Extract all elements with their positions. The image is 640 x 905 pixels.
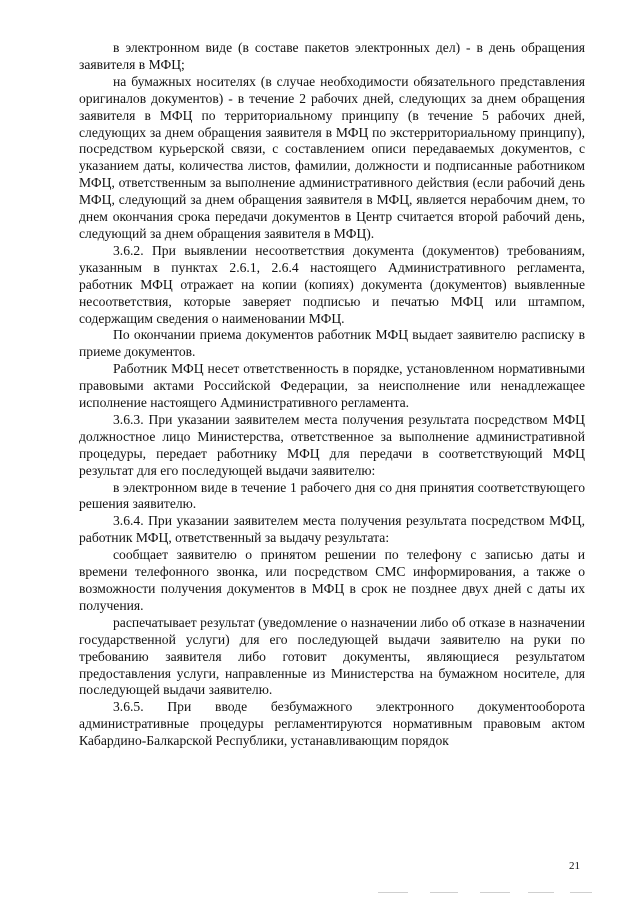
scan-artifact-line xyxy=(570,892,592,893)
paragraph: По окончании приема документов работник МФЦ выдает заявителю расписку в приеме документов. xyxy=(79,327,585,360)
paragraph: распечатывает результат (уведомление о назначении либо об отказе в назначении государственной услуги) для его последующей выдачи заявителю на руки по требованию заявителя либо готовит документы, являющиеся результатом предоставления услуги, направленные из Министерства на бумажном носителе, для последующей выдачи заявителю. xyxy=(79,614,585,698)
page-number: 21 xyxy=(569,860,580,872)
paragraph: 3.6.4. При указании заявителем места получения результата посредством МФЦ, работник МФЦ, ответственный за выдачу результата: xyxy=(79,513,585,546)
scan-artifact-line xyxy=(528,892,554,893)
paragraph: в электронном виде в течение 1 рабочего дня со дня принятия соответствующего решения заявителю. xyxy=(79,479,585,512)
scan-artifact-line xyxy=(378,892,408,893)
scan-artifact-line xyxy=(430,892,458,893)
paragraph: 3.6.2. При выявлении несоответствия документа (документов) требованиям, указанным в пунктах 2.6.1, 2.6.4 настоящего Административного регламента, работник МФЦ отражает на копии (копиях) документа (документов) выявленные несоответствия, которые заверяет подписью и печатью МФЦ или штампом, содержащим сведения о наименовании МФЦ. xyxy=(79,242,585,326)
paragraph: 3.6.3. При указании заявителем места получения результата посредством МФЦ должностное лицо Министерства, ответственное за выполнение административной процедуры, передает работнику МФЦ для передачи в соответствующий МФЦ результат для его последующей выдачи заявителю: xyxy=(79,411,585,478)
document-body xyxy=(79,40,585,750)
scan-artifact-line xyxy=(480,892,510,893)
paragraph: 3.6.5. При вводе безбумажного электронного документооборота административные процедуры регламентируются нормативным правовым актом Кабардино-Балкарской Республики, устанавливающим порядок xyxy=(79,699,585,749)
paragraph: на бумажных носителях (в случае необходимости обязательного представления оригиналов документов) - в течение 2 рабочих дней, следующих за днем обращения заявителя в МФЦ по территориальному принципу (в течение 5 рабочих дней, следующих за днем обращения заявителя в МФЦ по экстерриториальному принципу), посредством курьерской связи, с составлением описи передаваемых документов, с указанием даты, количества листов, фамилии, должности и подписанные работником МФЦ, ответственным за выполнение административного действия (если рабочий день МФЦ, следующий за днем обращения заявителя в МФЦ, является нерабочим днем, то днем окончания срока передачи документов в Центр считается второй рабочий день, следующий за днем обращения заявителя в МФЦ). xyxy=(79,73,585,241)
paragraph: сообщает заявителю о принятом решении по телефону с записью даты и времени телефонного звонка, или посредством СМС информирования, а также о возможности получения документов в МФЦ в срок не позднее двух дней с даты их получения. xyxy=(79,547,585,613)
paragraph: в электронном виде (в составе пакетов электронных дел) - в день обращения заявителя в МФЦ; xyxy=(79,40,585,72)
paragraph: Работник МФЦ несет ответственность в порядке, установленном нормативными правовыми актами Российской Федерации, за неисполнение или ненадлежащее исполнение настоящего Административного регламента. xyxy=(79,361,585,411)
